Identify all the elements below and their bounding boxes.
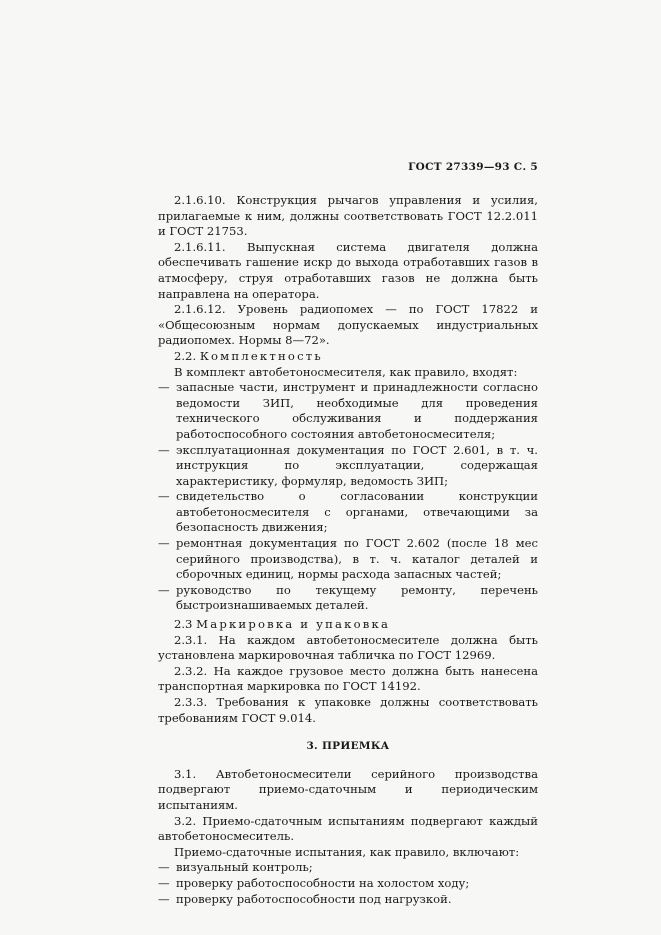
paragraph-3-2-intro: Приемо-сдаточные испытания, как правило, включают:	[174, 844, 520, 859]
list-item: — руководство по текущему ремонту, перечень быстроизнашиваемых деталей.	[158, 582, 538, 613]
list-2-2	[158, 380, 538, 614]
list-item: — проверку работоспособности на холостом ходу;	[158, 875, 470, 890]
subsection-2-3-title: Маркировка и упаковка	[196, 617, 391, 632]
paragraph-3-1: 3.1. Автобетоносмесители серийного производства подвергают приемо-сдаточным и периодическим испытаниям.	[158, 766, 538, 812]
page-header: ГОСТ 27339—93 С. 5	[408, 161, 538, 173]
paragraph-2-3-3: 2.3.3. Требования к упаковке должны соответствовать требованиям ГОСТ 9.014.	[158, 695, 538, 725]
list-item: — проверку работоспособности под нагрузкой.	[158, 891, 452, 906]
paragraph-2-1-6-11: 2.1.6.11. Выпускная система двигателя должна обеспечивать гашение искр до выхода отработавших газов в атмосферу, струя отработавших газов не должна быть направлена на оператора.	[158, 239, 538, 301]
paragraph-2-3-1: 2.3.1. На каждом автобетоносмесителе должна быть установлена маркировочная табличка по ГОСТ 12969.	[158, 632, 538, 663]
paragraph-2-1-6-12: 2.1.6.12. Уровень радиопомех — по ГОСТ 17822 и «Общесоюзным нормам допускаемых индустриальных радиопомех. Нормы 8—72».	[158, 302, 538, 348]
dash-marker: —	[158, 891, 170, 906]
subsection-2-2-number: 2.2.	[174, 348, 197, 363]
subsection-2-3-number: 2.3	[174, 617, 193, 632]
paragraph-2-1-6-10: 2.1.6.10. Конструкция рычагов управления и усилия, прилагаемые к ним, должны соответствовать ГОСТ 12.2.011 и ГОСТ 21753.	[158, 193, 538, 239]
subsection-2-3-heading	[158, 617, 538, 633]
list-3	[158, 860, 538, 907]
paragraph-2-3-2: 2.3.2. На каждое грузовое место должна быть нанесена транспортная маркировка по ГОСТ 14192.	[158, 663, 538, 694]
list-item: — свидетельство о согласовании конструкции автобетоносмесителя с органами, отвечающими за безопасность движения;	[158, 489, 538, 535]
paragraph-3-2: 3.2. Приемо-сдаточным испытаниям подвергают каждый автобетоносмеситель.	[158, 813, 538, 844]
dash-marker: —	[158, 860, 170, 875]
subsection-2-2-title: Комплектность	[199, 348, 323, 363]
subsection-2-2-heading	[158, 349, 538, 365]
dash-marker: —	[158, 582, 170, 597]
list-item: — ремонтная документация по ГОСТ 2.602 (после 18 мес серийного производства), в т. ч. каталог деталей и сборочных единиц, нормы расхода запасных частей;	[158, 536, 538, 582]
dash-marker: —	[158, 442, 170, 457]
dash-marker: —	[158, 875, 170, 890]
dash-marker: —	[158, 489, 170, 504]
dash-marker: —	[158, 380, 170, 395]
document-body	[158, 193, 538, 907]
dash-marker: —	[158, 536, 170, 551]
list-item: — визуальный контроль;	[158, 860, 313, 875]
section-3-heading: 3. ПРИЕМКА	[306, 740, 390, 753]
paragraph-2-2-intro: В комплект автобетоносмесителя, как правило, входят:	[174, 364, 518, 379]
list-item: — эксплуатационная документация по ГОСТ 2.601, в т. ч. инструкция по эксплуатации, содержащая характеристику, формуляр, ведомость ЗИП;	[158, 442, 538, 488]
list-item: — запасные части, инструмент и принадлежности согласно ведомости ЗИП, необходимые для проведения технического обслуживания и поддержания работоспособного состояния автобетоносмесителя;	[158, 380, 538, 441]
